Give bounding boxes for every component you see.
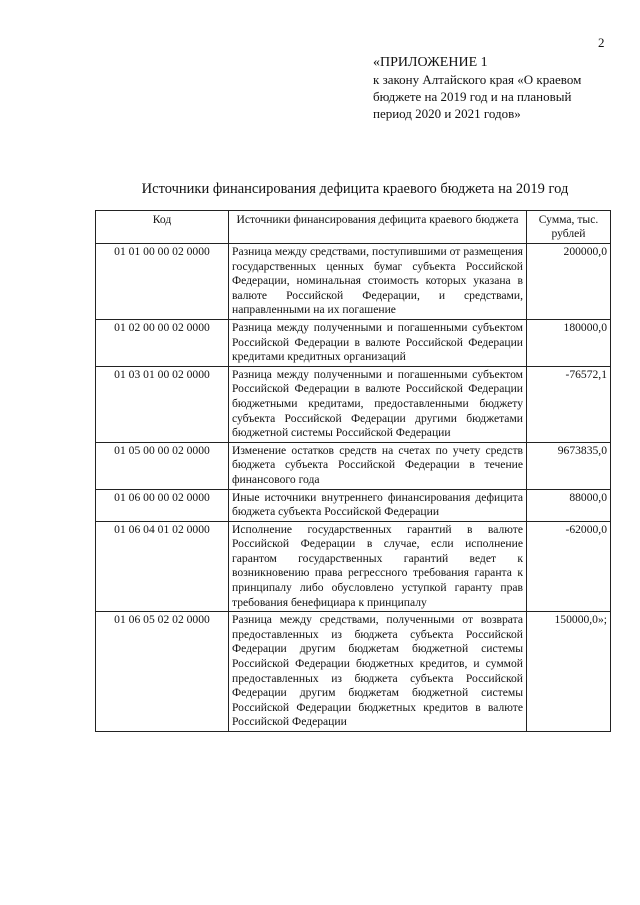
row-description: Разница между полученными и погашенными субъектом Российской Федерации в валюте Российской Федерации бюджетными кредитами, предоставленными бюджету субъекта Российской Федерации другими бюджетами бюджетной системы Российской Федерации <box>229 366 527 442</box>
row-code: 01 02 00 00 02 0000 <box>96 319 229 366</box>
row-code: 01 06 05 02 02 0000 <box>96 612 229 732</box>
table-row <box>96 521 611 612</box>
header-code: Код <box>96 211 229 244</box>
page-number: 2 <box>598 35 605 50</box>
row-description: Разница между средствами, поступившими от размещения государственных ценных бумаг субъекта Российской Федерации, номинальная стоимость которых указана в валюте Российской Федерации, и средствами, направленными на их погашение <box>229 244 527 320</box>
table-row <box>96 366 611 442</box>
row-amount: 200000,0 <box>527 244 611 320</box>
header-description: Источники финансирования дефицита краевого бюджета <box>229 211 527 244</box>
table-row <box>96 489 611 521</box>
table-row <box>96 442 611 489</box>
row-description: Исполнение государственных гарантий в валюте Российской Федерации в случае, если исполнение гарантом государственных гарантий ведет к возникновению права регрессного требования гаранта к принципалу либо обусловлено уступкой гаранту прав требования бенефициара к принципалу <box>229 521 527 612</box>
table-row <box>96 244 611 320</box>
row-description: Разница между средствами, полученными от возврата предоставленных из бюджета субъекта Российской Федерации другим бюджетам бюджетной системы Российской Федерации бюджетных кредитов, и суммой предоставленных из бюджета субъекта Российской Федерации другим бюджетам бюджетной системы Российской Федерации бюджетных кредитов в валюте Российской Федерации <box>229 612 527 732</box>
table-row <box>96 319 611 366</box>
row-amount: -76572,1 <box>527 366 611 442</box>
appendix-text: к закону Алтайского края «О краевом бюджете на 2019 год и на плановый период 2020 и 2021 годов» <box>373 72 582 121</box>
row-amount: 180000,0 <box>527 319 611 366</box>
row-amount: 150000,0»; <box>527 612 611 732</box>
row-amount: 88000,0 <box>527 489 611 521</box>
financing-sources-table <box>95 210 611 732</box>
row-code: 01 06 00 00 02 0000 <box>96 489 229 521</box>
table-header-row <box>96 211 611 244</box>
row-amount: -62000,0 <box>527 521 611 612</box>
appendix-block <box>373 54 609 122</box>
table-row <box>96 612 611 732</box>
row-code: 01 06 04 01 02 0000 <box>96 521 229 612</box>
row-description: Изменение остатков средств на счетах по учету средств бюджета субъекта Российской Федерации в течение финансового года <box>229 442 527 489</box>
row-code: 01 01 00 00 02 0000 <box>96 244 229 320</box>
appendix-title: «ПРИЛОЖЕНИЕ 1 <box>373 55 488 70</box>
document-title: Источники финансирования дефицита краевого бюджета на 2019 год <box>141 181 569 197</box>
row-code: 01 05 00 00 02 0000 <box>96 442 229 489</box>
row-code: 01 03 01 00 02 0000 <box>96 366 229 442</box>
row-amount: 9673835,0 <box>527 442 611 489</box>
header-amount: Сумма, тыс. рублей <box>527 211 611 244</box>
row-description: Разница между полученными и погашенными субъектом Российской Федерации в валюте Российской Федерации кредитами кредитных организаций <box>229 319 527 366</box>
row-description: Иные источники внутреннего финансирования дефицита бюджета субъекта Российской Федерации <box>229 489 527 521</box>
